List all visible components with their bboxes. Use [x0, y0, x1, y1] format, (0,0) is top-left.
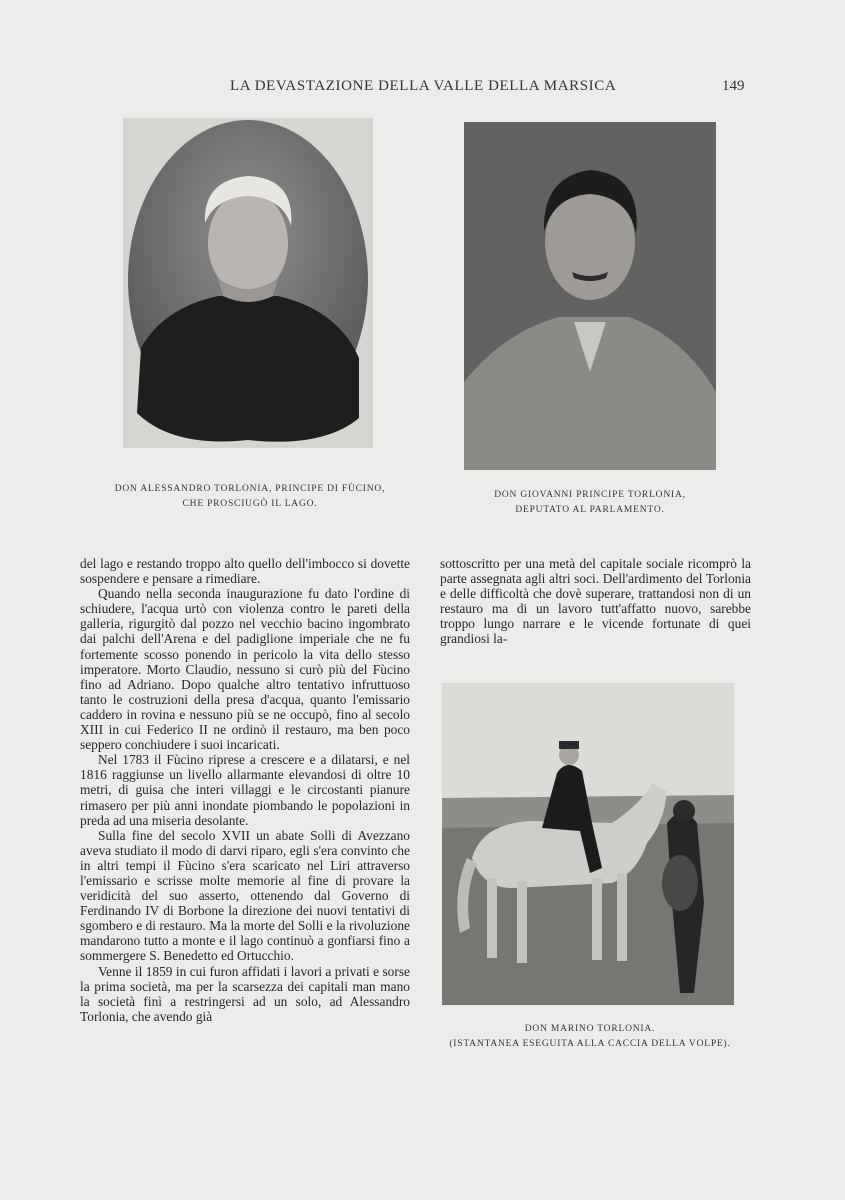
photo-marino-torlonia-fox-hunt: [442, 683, 734, 1005]
paragraph-right-1: sottoscritto per una metà del capitale sociale ricomprò la parte assegnata agli altri soci. Dell'ardimento del Torlonia e delle difficoltà che dovè superare, trattandosi non di un restauro ma di un lavoro tutt'affatto nuovo, sarebbe troppo lungo narrare e le vicende fortunate di quei grandiosi la-: [440, 556, 751, 647]
paragraph-2: Quando nella seconda inaugurazione fu dato l'ordine di schiudere, l'acqua urtò con violenza contro le pareti della galleria, rigurgitò dal pozzo nel vecchio bacino ingombrato dai palchi dell'Arena e del padiglione imperiale che ne fu fortemente scosso ponendo in pericolo la vita dello stesso imperatore. Morto Claudio, nessuno si curò più del Fùcino fino ad Adriano. Dopo qualche altro tentativo infruttuoso tanto le costruzioni della presa d'acqua, quanto l'emissario caddero in rovina e nessuno più se ne occupò, fino al secolo XIII in cui Federico II ne ordinò il restauro, ma ben poco seppero conchiudere i suoi incaricati.: [80, 586, 410, 753]
paragraph-1: del lago e restando troppo alto quello dell'imbocco si dovette sospendere e pensare a rimediare.: [80, 556, 410, 587]
caption-alessandro-line-2: CHE PROSCIUGÒ IL LAGO.: [182, 499, 318, 509]
portrait-alessandro-torlonia: [123, 118, 373, 448]
portrait-giovanni-torlonia: [464, 122, 716, 470]
caption-marino-line-1: DON MARINO TORLONIA.: [524, 1024, 656, 1034]
running-header-title: LA DEVASTAZIONE DELLA VALLE DELLA MARSICA: [230, 78, 617, 94]
caption-marino-line-2: (ISTANTANEA ESEGUITA ALLA CACCIA DELLA VOLPE).: [449, 1039, 731, 1049]
caption-giovanni-line-2: DEPUTATO AL PARLAMENTO.: [515, 505, 665, 515]
caption-marino: [420, 1022, 760, 1052]
right-text-column: [440, 556, 751, 647]
paragraph-5: Venne il 1859 in cui furon affidati i lavori a privati e sorse la prima società, ma per la scarsezza dei capitali man mano la società finì a restringersi ad un solo, ad Alessandro Torlonia, che avendo già: [80, 963, 410, 1024]
caption-alessandro-line-1: DON ALESSANDRO TORLONIA, PRINCIPE DI FÙCINO,: [114, 484, 386, 494]
paragraph-4: Sulla fine del secolo XVII un abate Solli di Avezzano aveva studiato il modo di darvi riparo, egli s'era convinto che in altri tempi il Fùcino s'era scaricato nel Liri attraverso l'emissario e scrisse molte memorie al fine di provare la veridicità del suo asserto, ottenendo dal Governo di Ferdinando IV di Borbone la direzione dei nuovi tentativi di sgombero e di restauro. Ma la morte del Solli e la rivoluzione mandarono tutto a monte e il lago continuò a gonfiarsi fino a sommergere S. Benedetto ed Ortucchio.: [80, 827, 410, 964]
caption-giovanni-line-1: DON GIOVANNI PRINCIPE TORLONIA,: [494, 490, 686, 500]
caption-alessandro: [100, 482, 400, 512]
left-text-column: [80, 556, 410, 1024]
caption-giovanni: [440, 488, 740, 518]
paragraph-3: Nel 1783 il Fùcino riprese a crescere e a dilatarsi, e nel 1816 raggiunse un livello allarmante elevandosi di oltre 10 metri, di guisa che interi villaggi e le circostanti pianure rimasero per più anni inondate piombando le popolazioni in preda ad una miseria desolante.: [80, 752, 410, 828]
page-number: 149: [722, 78, 745, 94]
